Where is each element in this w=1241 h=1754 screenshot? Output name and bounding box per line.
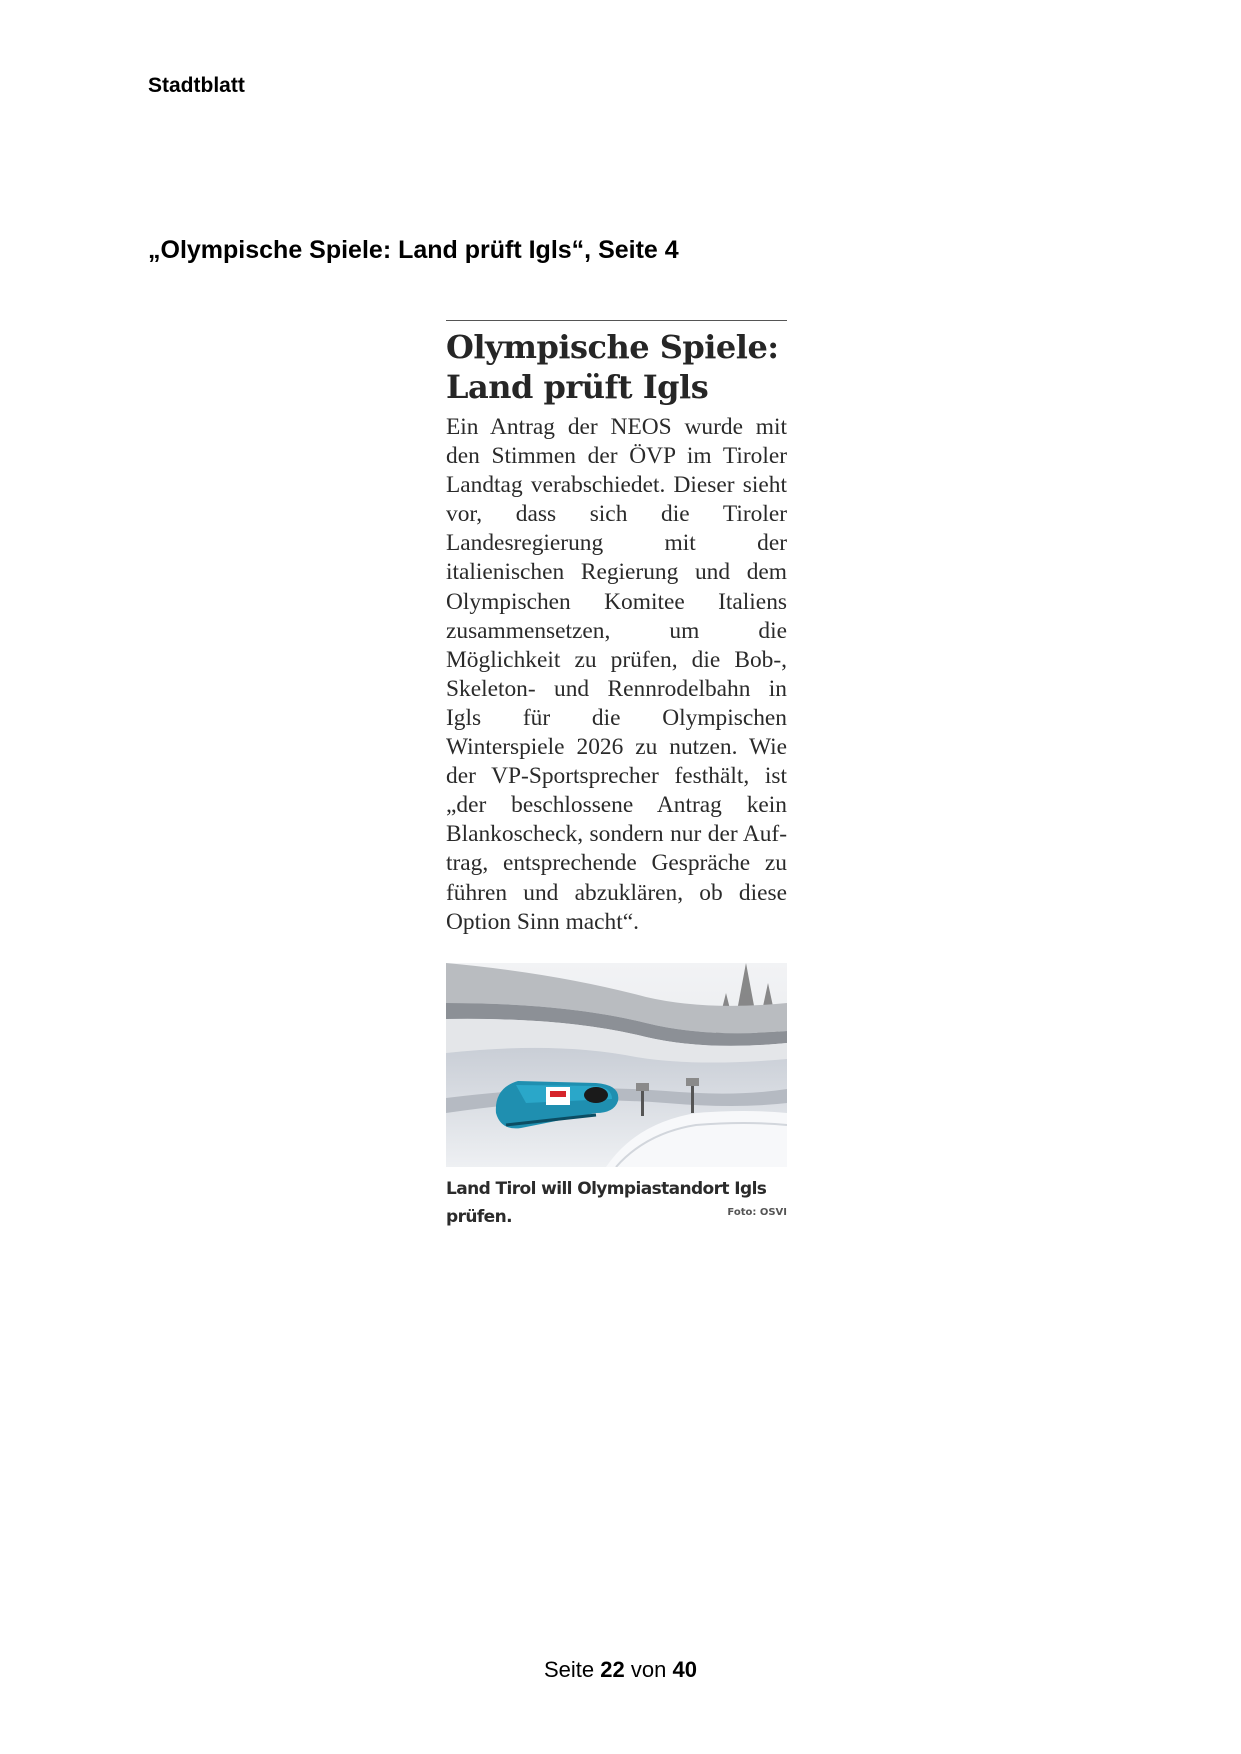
article-body: Ein Antrag der NEOS wurde mit den Stimmen der ÖVP im Tiroler Landtag verabschiedet. Dieser sieht vor, dass sich die Tiroler Landesregierung mit der italienischen Regierung und dem Olympischen Komitee Italiens zusammensetzen, um die Möglichkeit zu prüfen, die Bob-, Skeleton- und Rennrodelbahn in Igls für die Olympischen Winterspiele 2026 zu nutzen. Wie der VP-Sportsprecher festhält, ist „der beschlossene Antrag kein Blankoscheck, sondern nur der Auftrag, entsprechende Gespräche zu führen und abzuklären, ob diese Option Sinn macht“. bbox=[446, 414, 787, 935]
article-title: Olympische Spiele: Land prüft Igls bbox=[446, 328, 779, 406]
bobsleigh-photo bbox=[446, 963, 787, 1167]
page-footer bbox=[0, 1657, 1241, 1683]
photo-credit: Foto: OSVI bbox=[727, 1206, 787, 1218]
publication-name: Stadtblatt bbox=[148, 74, 245, 97]
page-separator: von bbox=[630, 1657, 667, 1682]
page-total: 40 bbox=[672, 1657, 697, 1682]
photo-caption-block bbox=[446, 1175, 787, 1231]
article-reference-heading: „Olympische Spiele: Land prüft Igls“, Seite 4 bbox=[148, 236, 679, 264]
newspaper-clipping bbox=[446, 320, 787, 1231]
page-prefix: Seite bbox=[544, 1657, 595, 1682]
page-number: 22 bbox=[600, 1657, 625, 1682]
photo-caption: Land Tirol will Olympiastandort Igls prüfen. bbox=[446, 1178, 767, 1227]
